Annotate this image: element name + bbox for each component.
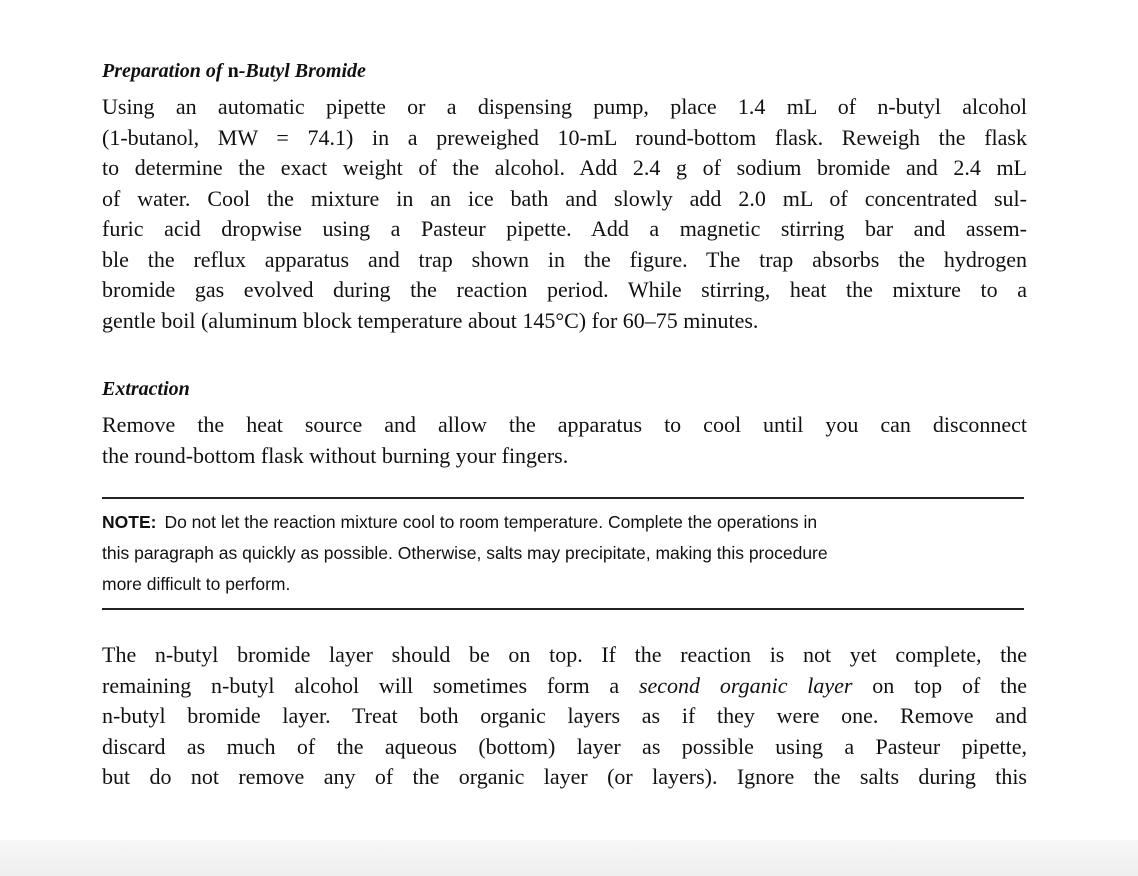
paragraph-line: Remove the heat source and allow the apparatus to cool until you can disconnect	[102, 412, 1027, 437]
note-line: this paragraph as quickly as possible. Otherwise, salts may precipitate, making this procedure	[102, 543, 828, 563]
section-heading-preparation	[102, 58, 1027, 84]
section-heading-extraction: Extraction	[102, 378, 190, 400]
paragraph-line: to determine the exact weight of the alcohol. Add 2.4 g of sodium bromide and 2.4 mL	[102, 155, 1027, 180]
note-label: NOTE:	[102, 512, 157, 532]
paragraph-line	[102, 671, 1027, 702]
extraction-paragraph	[102, 410, 1027, 471]
line-segment: remaining n-butyl alcohol will sometimes form a	[102, 672, 639, 698]
paragraph-line: furic acid dropwise using a Pasteur pipette. Add a magnetic stirring bar and assem-	[102, 216, 1027, 241]
paragraph-line: discard as much of the aqueous (bottom) layer as possible using a Pasteur pipette,	[102, 733, 1027, 759]
document-content	[102, 58, 1027, 793]
layer-paragraph	[102, 640, 1027, 793]
note-box	[102, 497, 1024, 610]
line-segment: on top of the	[852, 672, 1027, 698]
paragraph-line: The n-butyl bromide layer should be on top. If the reaction is not yet complete, the	[102, 642, 1027, 667]
paragraph-line: gentle boil (aluminum block temperature about 145°C) for 60–75 minutes.	[102, 307, 759, 333]
paragraph-line: (1-butanol, MW = 74.1) in a preweighed 10-mL round-bottom flask. Reweigh the flask	[102, 124, 1027, 150]
page-bottom-margin	[0, 840, 1138, 876]
section-spacer	[102, 336, 1027, 376]
paragraph-line: n-butyl bromide layer. Treat both organic layers as if they were one. Remove and	[102, 703, 1027, 728]
note-line	[102, 507, 1024, 538]
paragraph-line: bromide gas evolved during the reaction period. While stirring, heat the mixture to a	[102, 277, 1027, 302]
heading-part-1: Preparation of	[102, 60, 228, 82]
paragraph-line: the round-bottom flask without burning your fingers.	[102, 442, 569, 468]
paragraph-line: ble the reflux apparatus and trap shown in the figure. The trap absorbs the hydrogen	[102, 246, 1027, 272]
heading-part-n: n	[227, 60, 239, 82]
note-line-text: Do not let the reaction mixture cool to room temperature. Complete the operations in	[164, 512, 818, 532]
preparation-paragraph	[102, 92, 1027, 336]
heading-part-2: -Butyl Bromide	[238, 60, 366, 82]
paragraph-line: but do not remove any of the organic layer (or layers). Ignore the salts during this	[102, 764, 1027, 789]
emphasis-second-organic-layer: second organic layer	[638, 672, 853, 698]
note-line: more difficult to perform.	[102, 574, 291, 594]
paragraph-line: of water. Cool the mixture in an ice bath and slowly add 2.0 mL of concentrated sul-	[102, 185, 1027, 211]
note-text	[102, 507, 1024, 600]
paragraph-line: Using an automatic pipette or a dispensing pump, place 1.4 mL of n-butyl alcohol	[102, 94, 1027, 119]
